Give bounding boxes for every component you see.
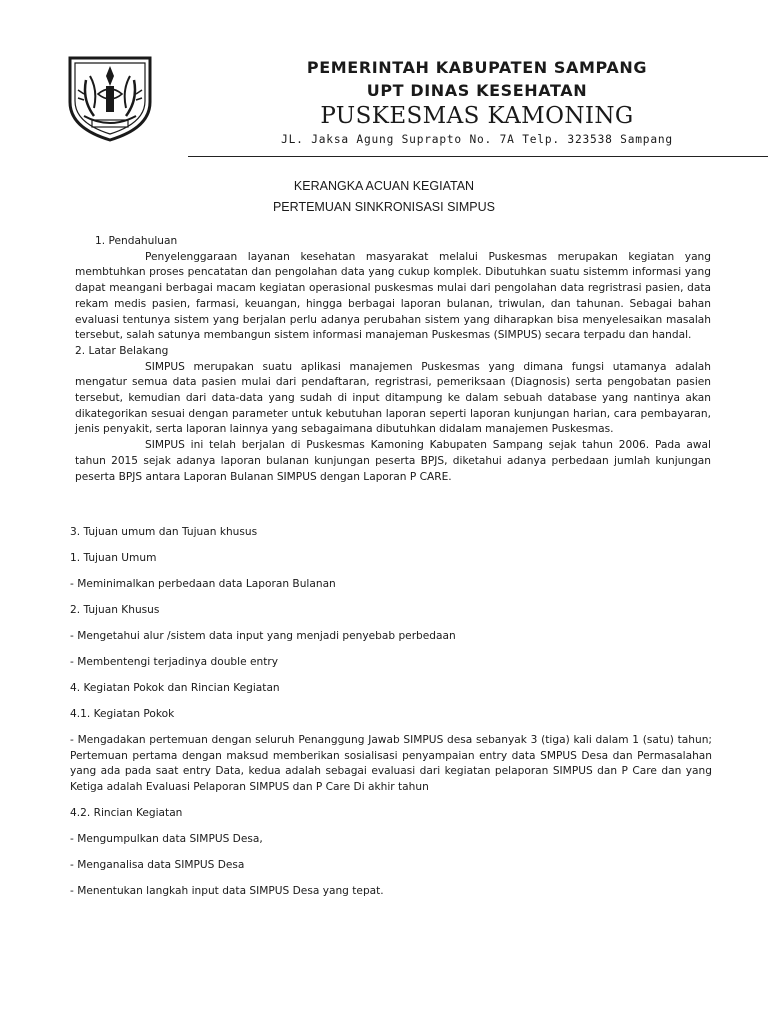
goal-specific-heading-text: 2. Tujuan Khusus <box>70 604 160 616</box>
activity-detail-item-2-text: - Menganalisa data SIMPUS Desa <box>70 859 245 871</box>
activity-detail-item-1-text: - Mengumpulkan data SIMPUS Desa, <box>70 833 263 845</box>
section-3-heading <box>70 525 712 541</box>
letterhead-divider <box>188 156 768 157</box>
title-line-1: KERANGKA ACUAN KEGIATAN <box>293 179 475 193</box>
activity-detail-item-1 <box>70 832 712 848</box>
goal-specific-item-1 <box>70 629 712 645</box>
letterhead <box>186 56 768 146</box>
goal-general-item-text: - Meminimalkan perbedaan data Laporan Bulanan <box>70 578 336 590</box>
section-2-paragraph-1: SIMPUS merupakan suatu aplikasi manajemen Puskesmas yang dimana fungsi utamanya adalah mengatur semua data pasien mulai dari pendaftaran, regristrasi, pemeriksaan (Diagnosis) serta pengobatan pasien tersebut, kemudian dari data-data yang sudah di input ditampung ke dalam sebuah database yang nantinya akan dikategorikan sesuai dengan parameter untuk kebutuhan laporan seperti laporan kunjungan harian, cara pembayaran, jenis penyakit, serta laporan lainnya yang sebagaimana dibutuhkan didalam manajemen Puskesmas. <box>75 360 711 436</box>
main-activity-heading-text: 4.1. Kegiatan Pokok <box>70 708 175 720</box>
goal-general-heading-text: 1. Tujuan Umum <box>70 552 157 564</box>
section-1-paragraph: Penyelenggaraan layanan kesehatan masyarakat melalui Puskesmas merupakan kegiatan yang membtuhkan proses pencatatan dan pengolahan data yang cukup komplek. Dibutuhkan suatu sistemm informasi yang dapat meangani berbagai macam kegiatan operasional puskesmas mulai dari pengolahan data regristrasi pasien, data rekam medis pasien, farmasi, keuangan, hingga berbagai laporan bulanan, triwulan, dan tahunan. Sebagai bahan evaluasi tentunya sistem yang berjalan perlu adanya perubahan sistem yang diharapkan bisa menyelesaikan masalah tersebut, salah satunya membangun sistem informasi manajeman Puskesmas (SIMPUS) secara terpadu dan handal. <box>75 250 711 342</box>
main-activity-paragraph-text: - Mengadakan pertemuan dengan seluruh Penanggung Jawab SIMPUS desa sebanyak 3 (tiga) kali dalam 1 (satu) tahun; Pertemuan pertama dengan maksud memberikan sosialisasi penyampaian entry data SMPUS Desa dan Permasalahan yang ada pada saat entry Data, kedua adalah sebagai evaluasi dari kegiatan pelaporan SIMPUS dan P Care dan yang Ketiga adalah Evaluasi Pelaporan SIMPUS dan P Care Di akhir tahun <box>70 734 712 794</box>
section-1-heading: 1. Pendahuluan <box>95 235 178 247</box>
main-activity-heading <box>70 707 712 723</box>
goal-general-heading <box>70 551 712 567</box>
goal-specific-item-2-text: - Membentengi terjadinya double entry <box>70 656 279 668</box>
letterhead-puskesmas: PUSKESMAS KAMONING <box>320 103 634 129</box>
activity-detail-item-2 <box>70 858 712 874</box>
sampang-regency-seal <box>64 50 156 144</box>
section-4-heading-text: 4. Kegiatan Pokok dan Rincian Kegiatan <box>70 682 280 694</box>
activity-details-heading-text: 4.2. Rincian Kegiatan <box>70 807 183 819</box>
goal-specific-heading <box>70 603 712 619</box>
section-2-heading: 2. Latar Belakang <box>75 344 169 357</box>
section-4-heading <box>70 681 712 697</box>
activity-detail-item-3-text: - Menentukan langkah input data SIMPUS Desa yang tepat. <box>70 885 384 897</box>
document-body <box>75 234 711 485</box>
letterhead-government: PEMERINTAH KABUPATEN SAMPANG <box>306 58 648 77</box>
letterhead-department: UPT DINAS KESEHATAN <box>366 81 588 100</box>
title-line-2: PERTEMUAN SINKRONISASI SIMPUS <box>272 200 496 214</box>
activity-detail-item-3 <box>70 884 712 900</box>
goal-specific-item-2 <box>70 655 712 671</box>
section-3-heading-text: 3. Tujuan umum dan Tujuan khusus <box>70 526 258 538</box>
document-title <box>0 176 768 218</box>
goal-specific-item-1-text: - Mengetahui alur /sistem data input yang menjadi penyebab perbedaan <box>70 630 456 642</box>
section-2-paragraph-2: SIMPUS ini telah berjalan di Puskesmas Kamoning Kabupaten Sampang sejak tahun 2006. Pada awal tahun 2015 sejak adanya laporan bulanan kunjungan peserta BPJS, diketahui adanya perbedaan jumlah kunjungan peserta BPJS antara Laporan Bulanan SIMPUS dengan Laporan P CARE. <box>75 439 711 483</box>
goal-general-item <box>70 577 712 593</box>
letterhead-address: JL. Jaksa Agung Suprapto No. 7A Telp. 323538 Sampang <box>281 133 673 146</box>
main-activity-paragraph <box>70 733 712 796</box>
activity-details-heading <box>70 806 712 822</box>
